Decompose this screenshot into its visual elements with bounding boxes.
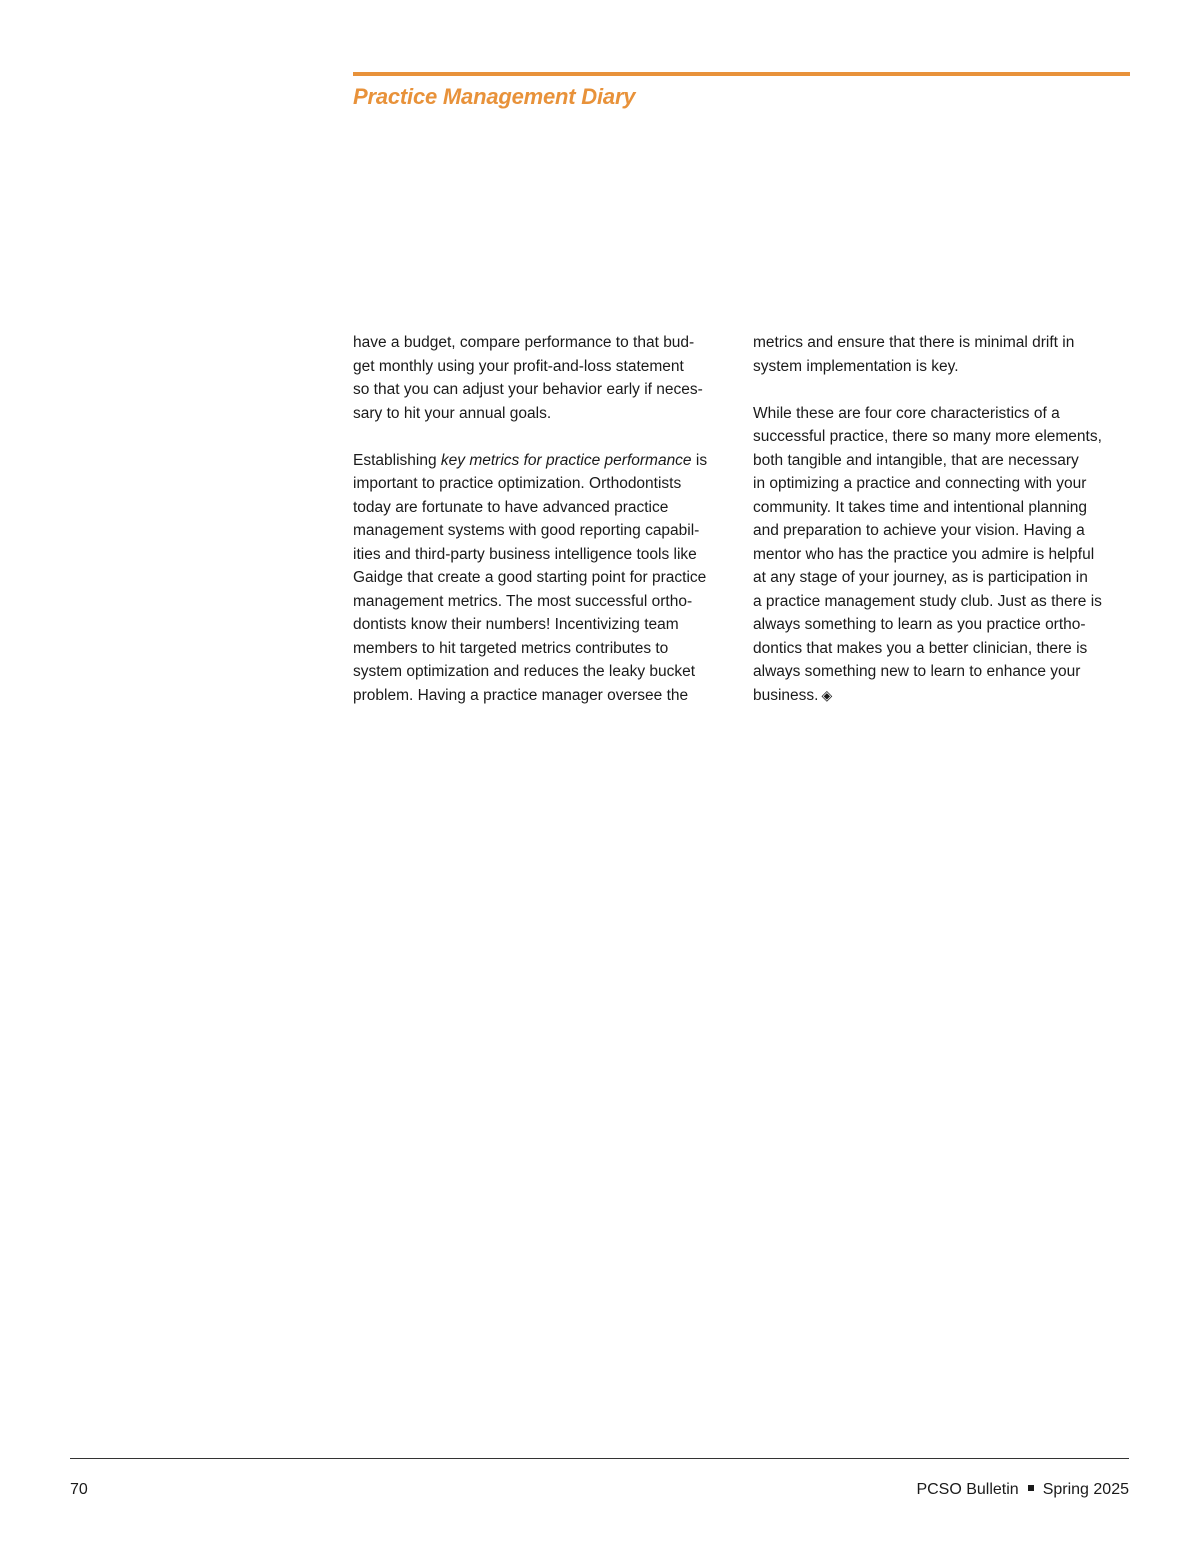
text-line: today are fortunate to have advanced practice bbox=[353, 498, 669, 516]
text-line: both tangible and intangible, that are necessary bbox=[753, 451, 1079, 469]
section-title: Practice Management Diary bbox=[353, 84, 636, 109]
text-segment: business. bbox=[753, 686, 819, 704]
article-column-right bbox=[753, 331, 1138, 731]
issue-date: Spring 2025 bbox=[1042, 1481, 1129, 1498]
header-rule bbox=[353, 72, 1130, 76]
text-line: community. It takes time and intentional planning bbox=[753, 498, 1088, 516]
text-line: in optimizing a practice and connecting with your bbox=[753, 475, 1087, 492]
text-line: at any stage of your journey, as is participation in bbox=[753, 569, 1088, 586]
paragraph bbox=[353, 331, 738, 425]
text-line: get monthly using your profit-and-loss statement bbox=[353, 357, 684, 375]
footer-rule bbox=[70, 1458, 1129, 1459]
text-line: successful practice, there so many more elements, bbox=[753, 428, 1102, 445]
text-line: metrics and ensure that there is minimal drift in bbox=[753, 334, 1075, 351]
text-line: system implementation is key. bbox=[753, 357, 959, 375]
article-column-left bbox=[353, 331, 738, 731]
text-line: a practice management study club. Just as there is bbox=[753, 592, 1102, 610]
text-line: and preparation to achieve your vision. Having a bbox=[753, 522, 1085, 539]
text-line: Gaidge that create a good starting point for practice bbox=[353, 569, 707, 586]
text-line: management systems with good reporting capabil- bbox=[353, 522, 700, 539]
text-line bbox=[353, 449, 738, 473]
text-line: management metrics. The most successful ortho- bbox=[353, 592, 693, 610]
text-line: always something new to learn to enhance your bbox=[753, 663, 1081, 680]
text-line: sary to hit your annual goals. bbox=[353, 404, 552, 422]
publication-name: PCSO Bulletin bbox=[916, 1481, 1019, 1498]
text-segment: Establishing bbox=[353, 451, 441, 469]
text-line: dontics that makes you a better clinician, there is bbox=[753, 639, 1088, 657]
text-line: system optimization and reduces the leaky bucket bbox=[353, 663, 696, 680]
running-footer bbox=[916, 1481, 1129, 1499]
text-line: ities and third-party business intelligence tools like bbox=[353, 545, 697, 563]
paragraph bbox=[753, 331, 1138, 378]
text-line: dontists know their numbers! Incentivizing team bbox=[353, 616, 679, 633]
text-segment: is bbox=[691, 451, 708, 469]
paragraph bbox=[353, 449, 738, 708]
text-line: While these are four core characteristics of a bbox=[753, 404, 1060, 422]
page-number: 70 bbox=[70, 1481, 88, 1498]
text-line: mentor who has the practice you admire is helpful bbox=[753, 545, 1095, 563]
text-line: so that you can adjust your behavior early if neces- bbox=[353, 381, 703, 398]
text-line bbox=[753, 684, 1138, 708]
text-line: important to practice optimization. Orthodontists bbox=[353, 475, 682, 492]
square-bullet-icon bbox=[1028, 1485, 1034, 1491]
italic-term: key metrics for practice performance bbox=[440, 451, 692, 469]
text-line: members to hit targeted metrics contributes to bbox=[353, 639, 669, 657]
text-line: always something to learn as you practice ortho- bbox=[753, 616, 1086, 633]
text-line: problem. Having a practice manager oversee the bbox=[353, 686, 689, 704]
text-line: have a budget, compare performance to that bud- bbox=[353, 334, 695, 351]
paragraph bbox=[753, 402, 1138, 708]
end-of-article-icon: ◈ bbox=[821, 686, 833, 703]
